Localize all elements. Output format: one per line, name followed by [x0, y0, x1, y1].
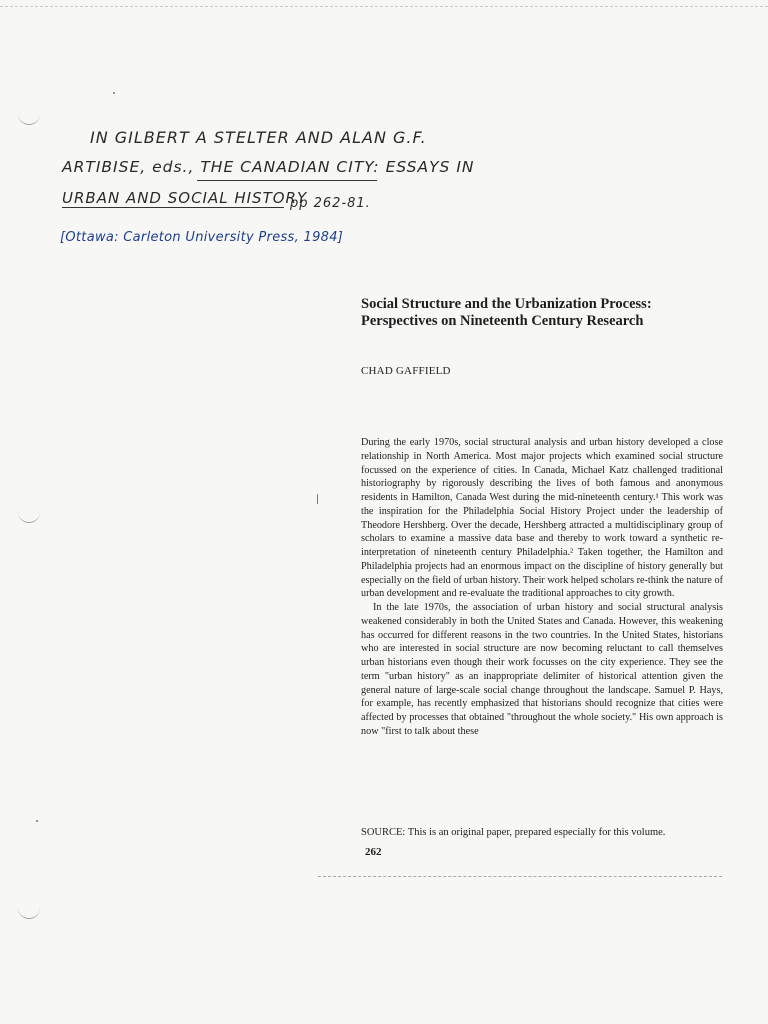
article-title-line-2: Perspectives on Nineteenth Century Research [361, 313, 644, 329]
handwritten-citation-line-2: ARTIBISE, eds., THE CANADIAN CITY: ESSAYS IN [62, 158, 475, 176]
scan-speck [36, 820, 38, 822]
body-paragraph-2: In the late 1970s, the association of urban history and social structural analysis weakened considerably in both the United States and Canada. However, this weakening has occurred for different reasons in the two countries. In the United States, historians who are interested in social structure are now becoming reluctant to call themselves urban historians even though their work focusses on the city experience. They see the term "urban history" as an inappropriate delimiter of historical attention given the general nature of large-scale social change throughout the landscape. Samuel P. Hays, for example, has recently emphasized that historians should recognize that cities were affected by processes that obtained "throughout the whole society." His own approach is now "first to talk about these [361, 602, 723, 737]
page-bottom-rule [318, 876, 722, 877]
article-title [361, 296, 726, 330]
page-top-edge [0, 0, 768, 7]
scan-speck [317, 494, 318, 504]
article-title-line-1: Social Structure and the Urbanization Process: [361, 296, 652, 312]
handwritten-underline [197, 180, 377, 181]
binding-mark-top [18, 112, 40, 125]
article-body [361, 436, 723, 739]
handwritten-citation-line-3: URBAN AND SOCIAL HISTORY [62, 189, 308, 207]
binding-mark-bottom [18, 906, 40, 919]
handwritten-citation-line-1: IN GILBERT A STELTER AND ALAN G.F. [90, 128, 427, 147]
source-note: SOURCE: This is an original paper, prepared especially for this volume. [361, 827, 666, 838]
handwritten-underline [62, 207, 284, 208]
article-author: CHAD GAFFIELD [361, 365, 451, 377]
scan-speck [113, 92, 115, 94]
body-paragraph-1: During the early 1970s, social structural analysis and urban history developed a close relationship in North America. Most major projects which examined social structure focussed on the experience of cities. In Canada, Michael Katz challenged traditional historiography by rigorously describing the lives of both famous and anonymous residents in Hamilton, Canada West during the mid-nineteenth century.¹ This work was the inspiration for the Philadelphia Social History Project under the leadership of Theodore Hershberg. Over the decade, Hershberg attracted a multidisciplinary group of scholars to examine a massive data base and thereby to work toward a synthetic re-interpretation of nineteenth century Philadelphia.² Taken together, the Hamilton and Philadelphia projects had an enormous impact on the discipline of history generally but especially on the field of urban history. Their work helped scholars re-think the nature of urban development and re-evaluate the traditional approaches to city growth. [361, 437, 723, 600]
binding-mark-middle [18, 510, 40, 523]
handwritten-publisher-note: [Ottawa: Carleton University Press, 1984] [60, 230, 344, 245]
handwritten-page-range: pp 262-81. [290, 196, 371, 211]
page-number: 262 [365, 846, 382, 858]
